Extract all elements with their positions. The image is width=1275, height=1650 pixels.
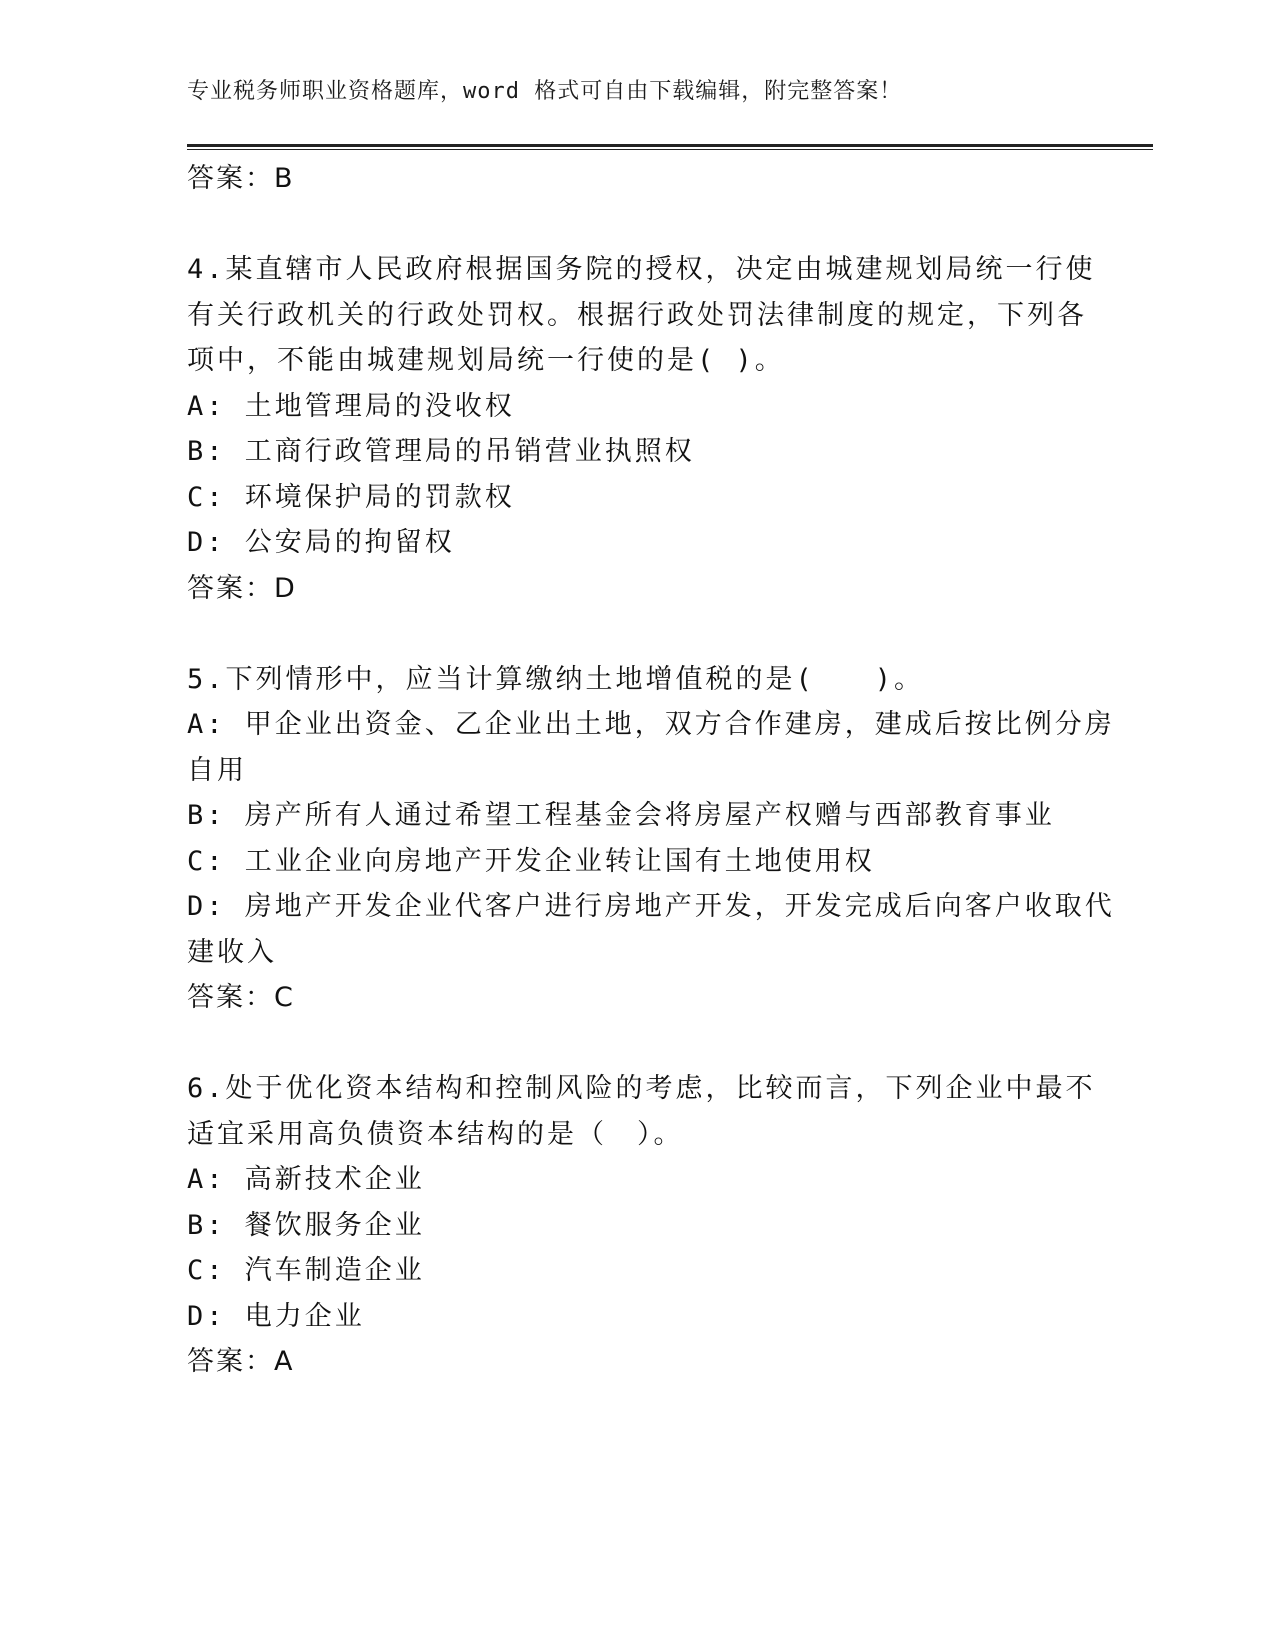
question-4-line-2: 有关行政机关的行政处罚权。根据行政处罚法律制度的规定，下列各 <box>187 299 1087 331</box>
question-5-option-d: D: 房地产开发企业代客户进行房地产开发，开发完成后向客户收取代 <box>187 891 1115 922</box>
question-6 <box>187 1066 1096 1385</box>
question-5 <box>187 657 1115 1021</box>
question-6-line-2: 适宜采用高负债资本结构的是（ ）。 <box>187 1118 684 1150</box>
question-6-option-a: A: 高新技术企业 <box>187 1164 425 1195</box>
question-6-option-b: B: 餐饮服务企业 <box>187 1209 425 1241</box>
header-divider <box>187 144 1153 150</box>
question-4-option-b: B: 工商行政管理局的吊销营业执照权 <box>187 436 695 467</box>
question-4-option-c: C: 环境保护局的罚款权 <box>187 481 515 513</box>
page-header: 专业税务师职业资格题库，word 格式可自由下载编辑，附完整答案！ <box>187 79 903 104</box>
question-4-line-1: 4.某直辖市人民政府根据国务院的授权，决定由城建规划局统一行使 <box>187 254 1096 285</box>
question-5-answer: 答案：C <box>187 982 295 1013</box>
question-4 <box>187 247 1096 611</box>
question-5-option-c: C: 工业企业向房地产开发企业转让国有土地使用权 <box>187 845 875 877</box>
question-5-line-1: 5.下列情形中，应当计算缴纳土地增值税的是( )。 <box>187 663 925 695</box>
question-6-answer: 答案：A <box>187 1346 295 1377</box>
question-6-option-c: C: 汽车制造企业 <box>187 1255 425 1286</box>
question-6-line-1: 6.处于优化资本结构和控制风险的考虑，比较而言，下列企业中最不 <box>187 1073 1096 1104</box>
question-6-option-d: D: 电力企业 <box>187 1300 365 1332</box>
question-4-option-a: A: 土地管理局的没收权 <box>187 390 515 422</box>
previous-answer: 答案：B <box>187 163 295 194</box>
question-5-option-d-cont: 建收入 <box>187 936 277 968</box>
question-4-option-d: D: 公安局的拘留权 <box>187 527 455 558</box>
question-4-answer: 答案：D <box>187 572 297 604</box>
question-5-option-a: A: 甲企业出资金、乙企业出土地，双方合作建房，建成后按比例分房 <box>187 709 1115 740</box>
question-content <box>187 156 1115 1385</box>
question-5-option-a-cont: 自用 <box>187 754 247 786</box>
question-4-line-3: 项中，不能由城建规划局统一行使的是( )。 <box>187 345 785 376</box>
question-5-option-b: B: 房产所有人通过希望工程基金会将房屋产权赠与西部教育事业 <box>187 800 1055 831</box>
